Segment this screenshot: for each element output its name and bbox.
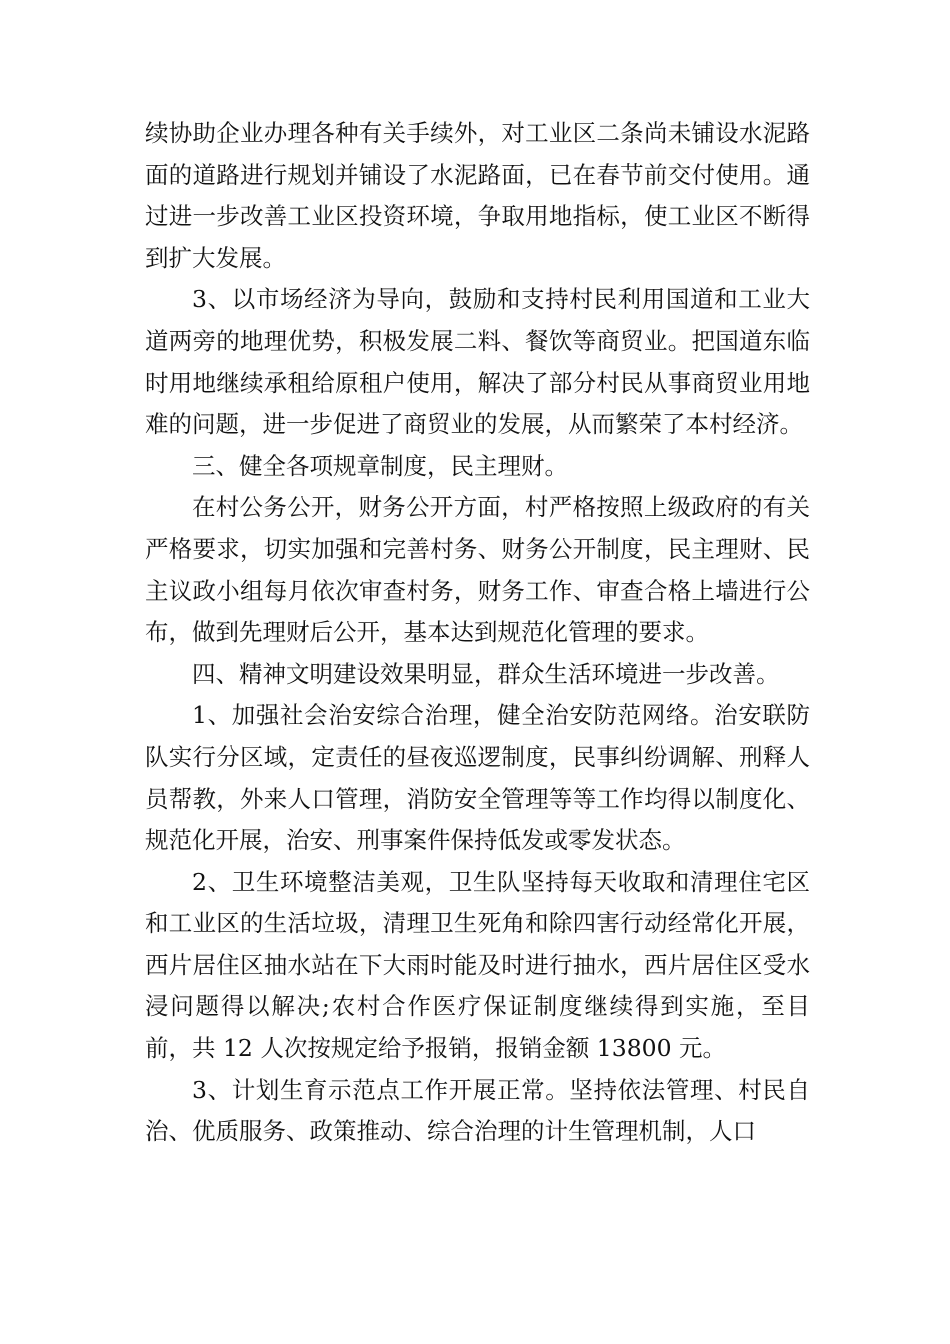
paragraph-item-3-planning: 3、计划生育示范点工作开展正常。坚持依法管理、村民自治、优质服务、政策推动、综合治理的计生管理机制，人口	[145, 1075, 810, 1146]
document-body	[145, 113, 810, 1153]
paragraph-item-2: 2、卫生环境整洁美观，卫生队坚持每天收取和清理住宅区和工业区的生活垃圾，清理卫生死角和除四害行动经常化开展，西片居住区抽水站在下大雨时能及时进行抽水，西片居住区受水浸问题得以解决;农村合作医疗保证制度继续得到实施，至目前，共 12 人次按规定给予报销，报销金额 13800 元。	[145, 867, 810, 1063]
paragraph-continued: 续协助企业办理各种有关手续外，对工业区二条尚未铺设水泥路面的道路进行规划并铺设了水泥路面，已在春节前交付使用。通过进一步改善工业区投资环境，争取用地指标，使工业区不断得到扩大发展。	[145, 119, 810, 272]
paragraph-finance: 在村公务公开，财务公开方面，村严格按照上级政府的有关严格要求，切实加强和完善村务、财务公开制度，民主理财、民主议政小组每月依次审查村务，财务工作、审查合格上墙进行公布，做到先理财后公开，基本达到规范化管理的要求。	[145, 493, 810, 647]
section-heading-3: 三、健全各项规章制度，民主理财。	[192, 451, 568, 480]
paragraph-item-3: 3、以市场经济为导向，鼓励和支持村民利用国道和工业大道两旁的地理优势，积极发展二料、餐饮等商贸业。把国道东临时用地继续承租给原租户使用，解决了部分村民从事商贸业用地难的问题，进一步促进了商贸业的发展，从而繁荣了本村经济。	[145, 285, 810, 439]
section-heading-4: 四、精神文明建设效果明显，群众生活环境进一步改善。	[192, 659, 780, 688]
paragraph-item-1: 1、加强社会治安综合治理，健全治安防范网络。治安联防队实行分区域，定责任的昼夜巡逻制度，民事纠纷调解、刑释人员帮教，外来人口管理，消防安全管理等等工作均得以制度化、规范化开展，治安、刑事案件保持低发或零发状态。	[145, 701, 810, 855]
